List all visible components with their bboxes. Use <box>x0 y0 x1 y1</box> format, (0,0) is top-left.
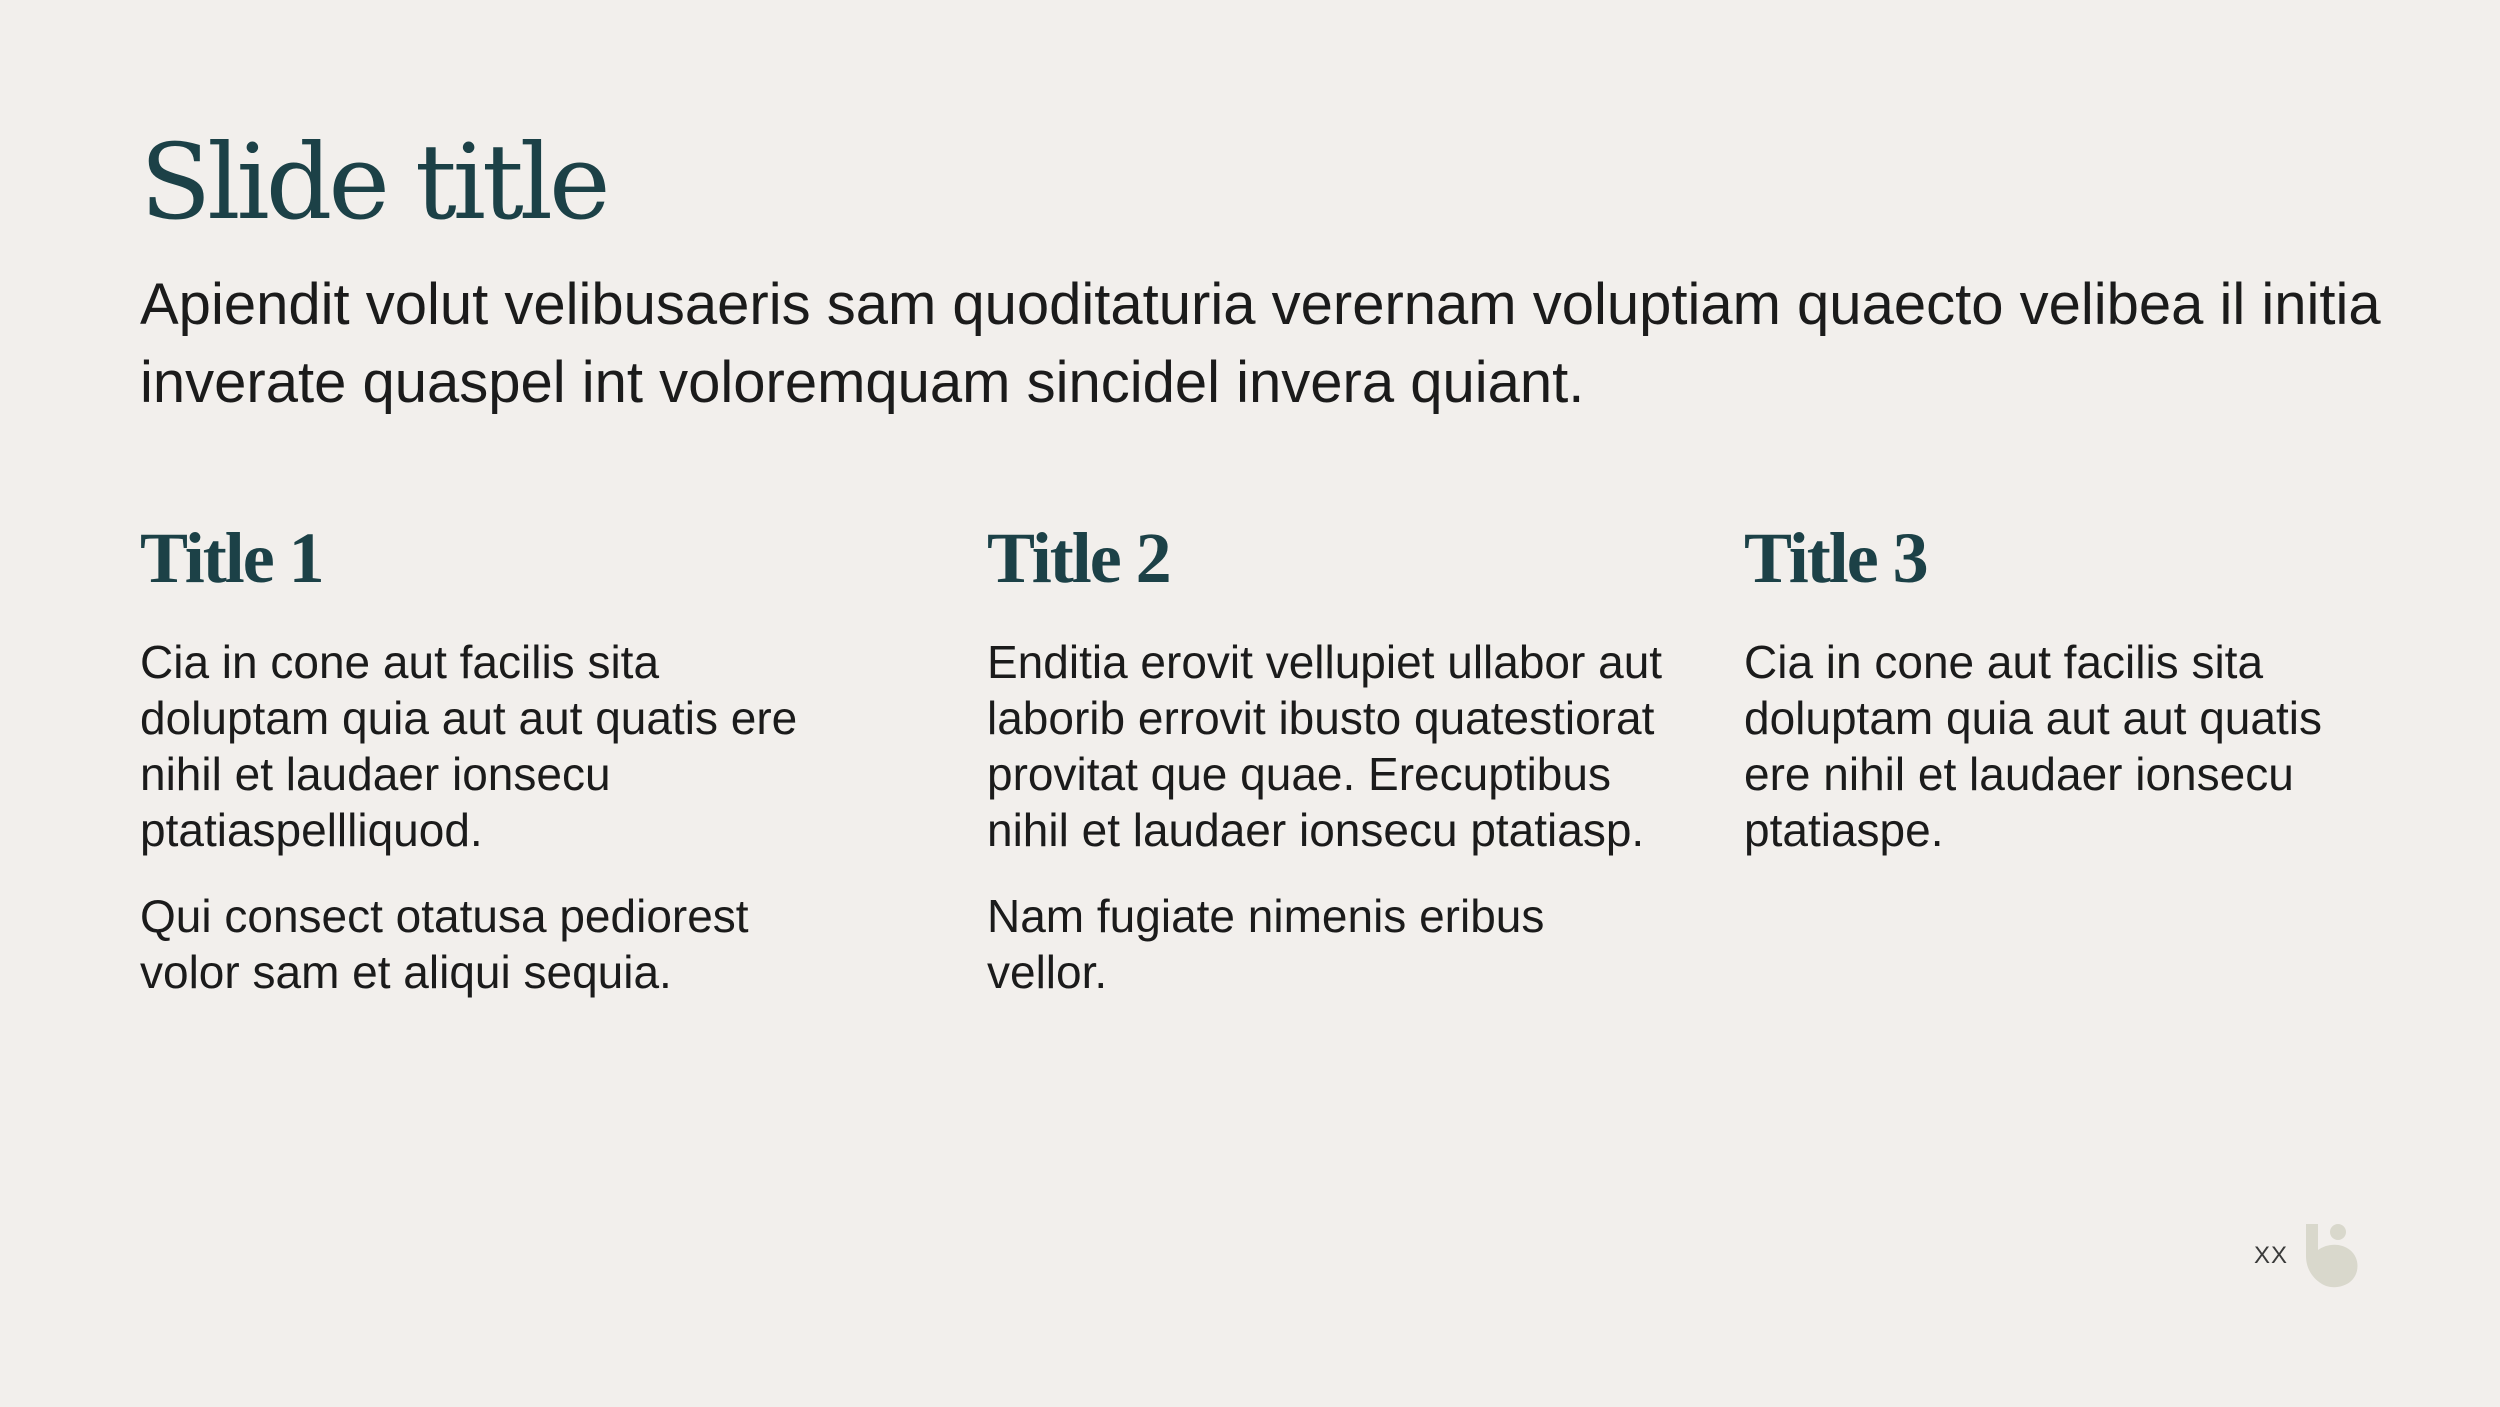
column-1-paragraph-2: Qui consect otatusa pediorest volor sam et aliqui sequia. <box>140 890 749 998</box>
column-1-paragraph-1: Cia in cone aut facilis sita doluptam quia aut aut quatis ere nihil et laudaer ionsecu ptatiaspellliquod. <box>140 636 798 856</box>
column-2 <box>987 516 1667 1000</box>
column-2-title: Title 2 <box>987 518 1170 598</box>
column-2-paragraph-2: Nam fugiate nimenis eribus vellor. <box>987 890 1545 998</box>
column-3 <box>1744 516 2364 858</box>
column-1 <box>140 516 820 1000</box>
column-2-paragraph-1: Enditia erovit vellupiet ullabor aut laborib errovit ibusto quatestiorat provitat que quae. Erecuptibus nihil et laudaer ionsecu ptatiasp. <box>987 636 1663 856</box>
slide-title: Slide title <box>140 121 607 243</box>
page-number: XX <box>2254 1242 2289 1269</box>
column-3-title: Title 3 <box>1744 518 1927 598</box>
brand-logo-icon <box>2304 1222 2360 1288</box>
slide-subtitle: Apiendit volut velibusaeris sam quoditaturia verernam voluptiam quaecto velibea il initia inverate quaspel int voloremquam sincidel invera quiant. <box>140 272 2381 415</box>
column-1-title: Title 1 <box>140 518 323 598</box>
column-3-paragraph-1: Cia in cone aut facilis sita doluptam quia aut aut quatis ere nihil et laudaer ionsecu ptatiaspe. <box>1744 636 2322 856</box>
